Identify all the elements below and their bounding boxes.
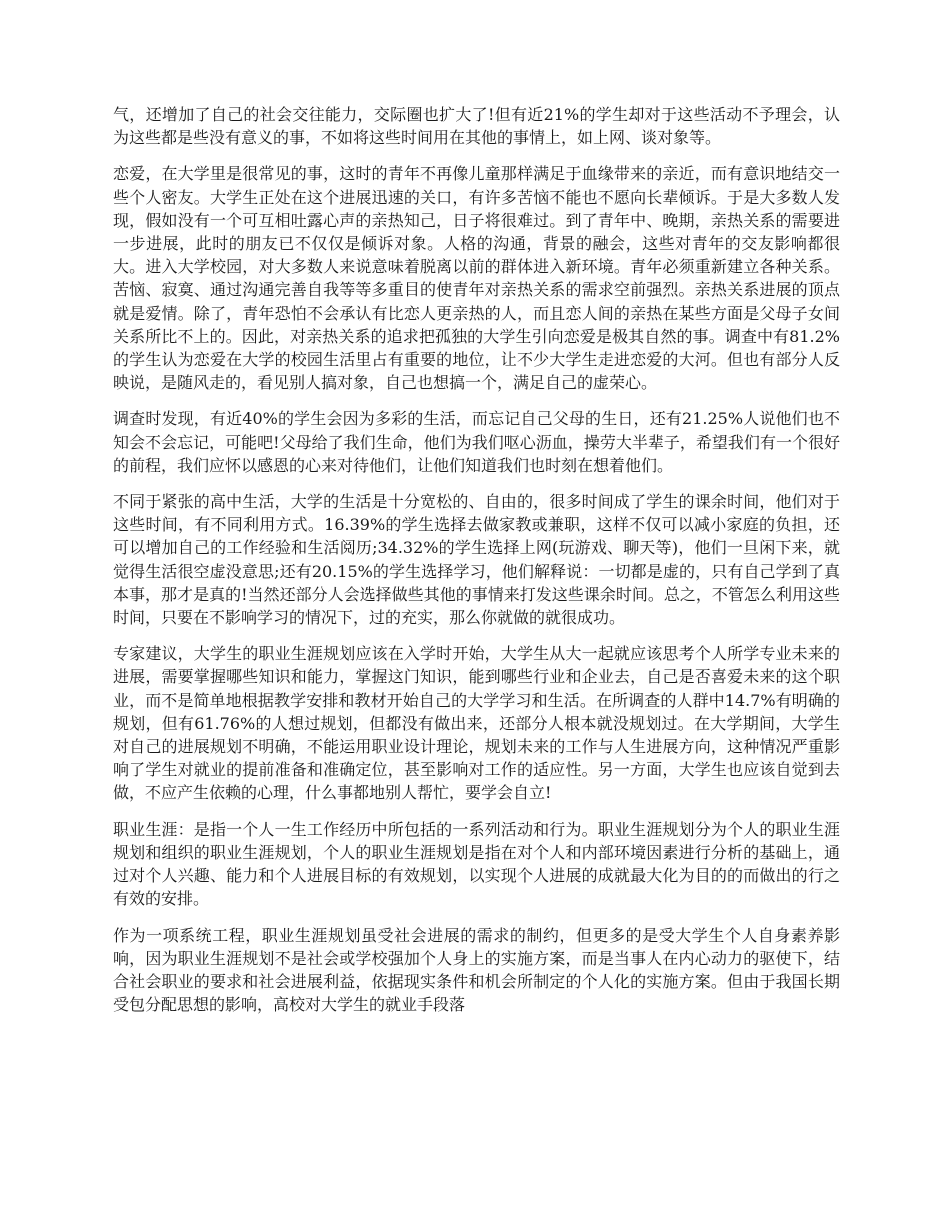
document-body bbox=[113, 103, 840, 1029]
paragraph-social-activities: 气，还增加了自己的社会交往能力，交际圈也扩大了!但有近21%的学生却对于这些活动不予理会，认为这些都是些没有意义的事，不如将这些时间用在其他的事情上，如上网、谈对象等。 bbox=[113, 105, 840, 148]
paragraph-romance: 恋爱，在大学里是很常见的事，这时的青年不再像儿童那样满足于血缘带来的亲近，而有意识地结交一些个人密友。大学生正处在这个进展迅速的关口，有许多苦恼不能也不愿向长辈倾诉。于是大多数人发现，假如没有一个可互相吐露心声的亲热知己，日子将很难过。到了青年中、晚期，亲热关系的需要进一步进展，此时的朋友已不仅仅是倾诉对象。人格的沟通，背景的融会，这些对青年的交友影响都很大。进入大学校园，对大多数人来说意味着脱离以前的群体进入新环境。青年必须重新建立各种关系。苦恼、寂寞、通过沟通完善自我等等多重目的使青年对亲热关系的需求空前强烈。亲热关系进展的顶点就是爱情。除了，青年恐怕不会承认有比恋人更亲热的人，而且恋人间的亲热在某些方面是父母子女间关系所比不上的。因此，对亲热关系的追求把孤独的大学生引向恋爱是极其自然的事。调查中有81.2%的学生认为恋爱在大学的校园生活里占有重要的地位，让不少大学生走进恋爱的大河。但也有部分人反映说，是随风走的，看见别人搞对象，自己也想搞一个，满足自己的虚荣心。 bbox=[113, 164, 840, 393]
paragraph-career-definition: 职业生涯：是指一个人一生工作经历中所包括的一系列活动和行为。职业生涯规划分为个人的职业生涯规划和组织的职业生涯规划，个人的职业生涯规划是指在对个人和内部环境因素进行分析的基础上，通过对个人兴趣、能力和个人进展目标的有效规划，以实现个人进展的成就最大化为目的的而做出的行之有效的安排。 bbox=[113, 819, 840, 909]
paragraph-spare-time: 不同于紧张的高中生活，大学的生活是十分宽松的、自由的，很多时间成了学生的课余时间，他们对于这些时间，有不同利用方式。16.39%的学生选择去做家教或兼职，这样不仅可以减小家庭的负担，还可以增加自己的工作经验和生活阅历;34.32%的学生选择上网(玩游戏、聊天等)，他们一旦闲下来，就觉得生活很空虚没意思;还有20.15%的学生选择学习，他们解释说：一切都是虚的，只有自己学到了真本事，那才是真的!当然还部分人会选择做些其他的事情来打发这些课余时间。总之，不管怎么利用这些时间，只要在不影响学习的情况下，过的充实，那么你就做的就很成功。 bbox=[113, 492, 840, 628]
paragraph-expert-advice: 专家建议，大学生的职业生涯规划应该在入学时开始，大学生从大一起就应该思考个人所学专业未来的进展，需要掌握哪些知识和能力，掌握这门知识，能到哪些行业和企业去，自己是否喜爱未来的这个职业，而不是简单地根据教学安排和教材开始自己的大学学习和生活。在所调查的人群中14.7%有明确的规划，但有61.76%的人想过规划，但都没有做出来，还部分人根本就没规划过。在大学期间，大学生对自己的进展规划不明确，不能运用职业设计理论，规划未来的工作与人生进展方向，这种情况严重影响了学生对就业的提前准备和准确定位，甚至影响对工作的适应性。另一方面，大学生也应该自觉到去做，不应产生依赖的心理，什么事都地别人帮忙，要学会自立! bbox=[113, 644, 840, 803]
paragraph-system-engineering: 作为一项系统工程，职业生涯规划虽受社会进展的需求的制约，但更多的是受大学生个人自身素养影响，因为职业生涯规划不是社会或学校强加个人身上的实施方案，而是当事人在内心动力的驱使下，结合社会职业的要求和社会进展利益，依据现实条件和机会所制定的个人化的实施方案。但由于我国长期受包分配思想的影响，高校对大学生的就业手段落 bbox=[113, 925, 840, 1015]
paragraph-parents-birthday: 调查时发现，有近40%的学生会因为多彩的生活，而忘记自己父母的生日，还有21.25%人说他们也不知会不会忘记，可能吧!父母给了我们生命，他们为我们呕心沥血，操劳大半辈子，希望我们有一个很好的前程，我们应怀以感恩的心来对待他们，让他们知道我们也时刻在想着他们。 bbox=[113, 409, 840, 475]
